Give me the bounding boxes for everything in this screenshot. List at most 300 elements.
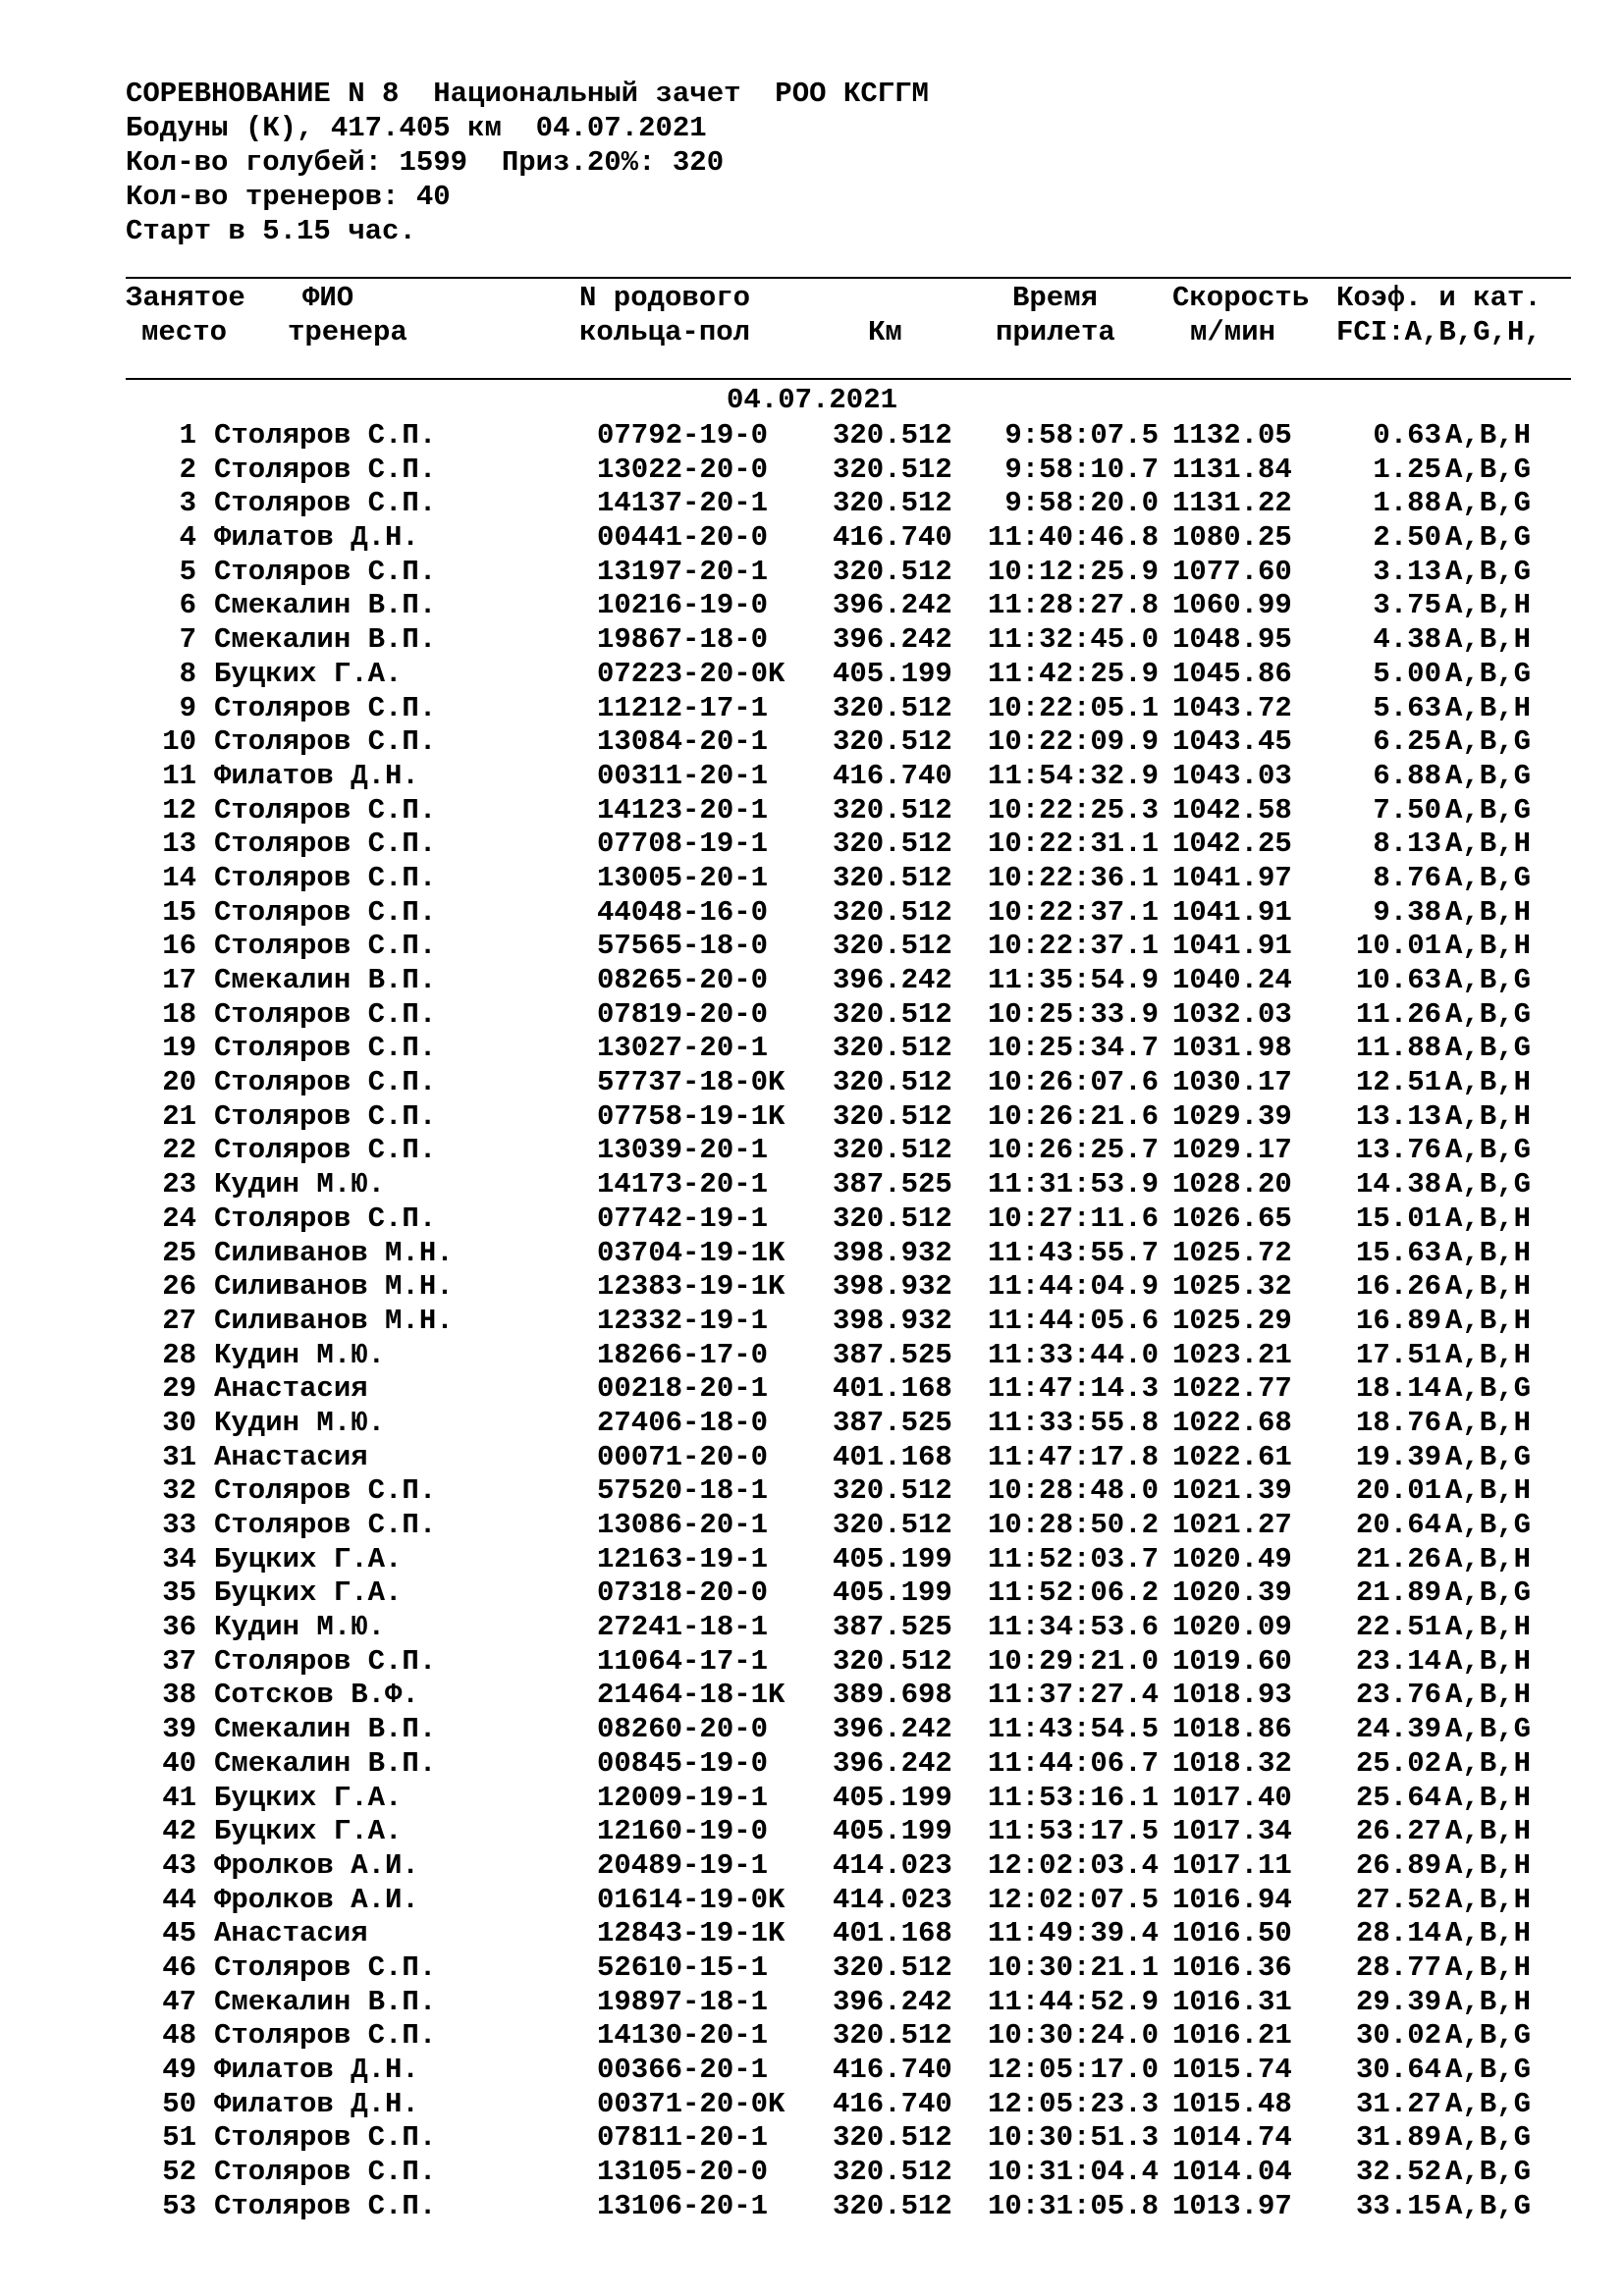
- header-top-rule: [126, 277, 1571, 279]
- ring-number-cell: 07742-19-1: [597, 1201, 769, 1235]
- header-bottom-rule: [126, 378, 1571, 380]
- coefficient-cell: 18.76: [1355, 1406, 1441, 1439]
- place-cell: 49: [162, 2054, 196, 2086]
- category-cell: A,B,G: [1445, 2087, 1532, 2120]
- distance-cell: 416.740: [833, 2054, 952, 2086]
- speed-cell: 1025.29: [1172, 1304, 1292, 1337]
- race-date: 04.07.2021: [726, 384, 898, 416]
- ring-number-cell: 27241-18-1: [597, 1611, 769, 1644]
- trainer-name-cell: Буцких Г.А.: [214, 657, 403, 690]
- col-name-header-1: ФИО: [302, 282, 354, 314]
- distance-cell: 416.740: [833, 2087, 952, 2120]
- category-cell: A,B,G: [1445, 2121, 1532, 2155]
- speed-cell: 1045.86: [1172, 657, 1292, 690]
- speed-cell: 1077.60: [1172, 555, 1292, 588]
- distance-cell: 320.512: [833, 419, 952, 452]
- speed-cell: 1020.39: [1172, 1576, 1292, 1610]
- table-row: [0, 1407, 1624, 1441]
- trainer-name-cell: Столяров С.П.: [214, 793, 437, 827]
- ring-number-cell: 11212-17-1: [597, 691, 769, 724]
- trainer-name-cell: Фролков А.И.: [214, 1883, 419, 1916]
- arrival-time-cell: 10:26:21.6: [987, 1099, 1159, 1133]
- place-cell: 9: [179, 691, 196, 724]
- coefficient-cell: 26.89: [1355, 1848, 1441, 1882]
- coefficient-cell: 9.38: [1373, 895, 1441, 929]
- ring-number-cell: 57520-18-1: [597, 1474, 769, 1508]
- place-cell: 35: [162, 1576, 196, 1610]
- speed-cell: 1041.91: [1172, 930, 1292, 963]
- col-km-header: Км: [868, 316, 902, 348]
- distance-cell: 398.932: [833, 1304, 952, 1337]
- coefficient-cell: 31.89: [1355, 2121, 1441, 2155]
- trainer-name-cell: Столяров С.П.: [214, 2189, 437, 2222]
- place-cell: 46: [162, 1950, 196, 1984]
- trainer-name-cell: Кудин М.Ю.: [214, 1611, 386, 1644]
- coefficient-cell: 19.39: [1355, 1440, 1441, 1473]
- category-cell: A,B,G: [1445, 1713, 1532, 1746]
- trainer-name-cell: Кудин М.Ю.: [214, 1338, 386, 1371]
- coefficient-cell: 23.14: [1355, 1644, 1441, 1678]
- table-row: [0, 862, 1624, 896]
- race-location-distance-date: Бодуны (К), 417.405 км 04.07.2021: [126, 112, 707, 144]
- trainer-name-cell: Столяров С.П.: [214, 1950, 437, 1984]
- coefficient-cell: 8.13: [1373, 828, 1441, 861]
- distance-cell: 405.199: [833, 1542, 952, 1575]
- ring-number-cell: 00371-20-0K: [597, 2087, 785, 2120]
- col-name-header-2: тренера: [288, 316, 407, 348]
- coefficient-cell: 14.38: [1355, 1168, 1441, 1201]
- table-row: [0, 1543, 1624, 1577]
- speed-cell: 1021.39: [1172, 1474, 1292, 1508]
- coefficient-cell: 15.63: [1355, 1236, 1441, 1269]
- table-row: [0, 1441, 1624, 1475]
- arrival-time-cell: 11:43:54.5: [987, 1713, 1159, 1746]
- pigeon-count: Кол-во голубей: 1599 Приз.20%: 320: [126, 146, 725, 179]
- distance-cell: 320.512: [833, 930, 952, 963]
- table-row: [0, 930, 1624, 964]
- ring-number-cell: 07758-19-1K: [597, 1099, 785, 1133]
- ring-number-cell: 13106-20-1: [597, 2189, 769, 2222]
- distance-cell: 320.512: [833, 1509, 952, 1541]
- table-row: [0, 1270, 1624, 1305]
- arrival-time-cell: 11:53:17.5: [987, 1815, 1159, 1848]
- arrival-time-cell: 10:26:25.7: [987, 1134, 1159, 1167]
- category-cell: A,B,H: [1445, 930, 1532, 963]
- trainer-name-cell: Столяров С.П.: [214, 828, 437, 861]
- arrival-time-cell: 12:02:03.4: [987, 1848, 1159, 1882]
- ring-number-cell: 00311-20-1: [597, 759, 769, 792]
- speed-cell: 1020.09: [1172, 1611, 1292, 1644]
- category-cell: A,B,H: [1445, 1781, 1532, 1814]
- speed-cell: 1132.05: [1172, 419, 1292, 452]
- coefficient-cell: 1.88: [1373, 487, 1441, 520]
- start-time: Старт в 5.15 час.: [126, 215, 416, 247]
- place-cell: 21: [162, 1099, 196, 1133]
- category-cell: A,B,H: [1445, 895, 1532, 929]
- distance-cell: 414.023: [833, 1883, 952, 1916]
- coefficient-cell: 8.76: [1373, 861, 1441, 894]
- arrival-time-cell: 11:35:54.9: [987, 964, 1159, 996]
- speed-cell: 1041.91: [1172, 895, 1292, 929]
- coefficient-cell: 26.27: [1355, 1815, 1441, 1848]
- arrival-time-cell: 10:22:36.1: [987, 861, 1159, 894]
- place-cell: 47: [162, 1985, 196, 2018]
- category-cell: A,B,H: [1445, 1883, 1532, 1916]
- col-ring-header-2: кольца-пол: [579, 316, 751, 348]
- speed-cell: 1016.36: [1172, 1950, 1292, 1984]
- speed-cell: 1022.77: [1172, 1372, 1292, 1406]
- category-cell: A,B,G: [1445, 861, 1532, 894]
- ring-number-cell: 14123-20-1: [597, 793, 769, 827]
- trainer-name-cell: Смекалин В.П.: [214, 1713, 437, 1746]
- category-cell: A,B,H: [1445, 1611, 1532, 1644]
- ring-number-cell: 08260-20-0: [597, 1713, 769, 1746]
- speed-cell: 1131.22: [1172, 487, 1292, 520]
- arrival-time-cell: 10:22:25.3: [987, 793, 1159, 827]
- category-cell: A,B,H: [1445, 1201, 1532, 1235]
- category-cell: A,B,G: [1445, 2019, 1532, 2053]
- distance-cell: 320.512: [833, 453, 952, 486]
- distance-cell: 320.512: [833, 895, 952, 929]
- trainer-name-cell: Столяров С.П.: [214, 2019, 437, 2053]
- coefficient-cell: 30.02: [1355, 2019, 1441, 2053]
- trainer-name-cell: Силиванов М.Н.: [214, 1304, 454, 1337]
- place-cell: 36: [162, 1611, 196, 1644]
- distance-cell: 320.512: [833, 997, 952, 1031]
- coefficient-cell: 1.25: [1373, 453, 1441, 486]
- arrival-time-cell: 10:22:09.9: [987, 725, 1159, 759]
- table-row: [0, 1884, 1624, 1918]
- speed-cell: 1022.68: [1172, 1406, 1292, 1439]
- coefficient-cell: 20.01: [1355, 1474, 1441, 1508]
- coefficient-cell: 28.77: [1355, 1950, 1441, 1984]
- table-row: [0, 828, 1624, 862]
- coefficient-cell: 10.01: [1355, 930, 1441, 963]
- speed-cell: 1013.97: [1172, 2189, 1292, 2222]
- ring-number-cell: 13197-20-1: [597, 555, 769, 588]
- category-cell: A,B,H: [1445, 1917, 1532, 1950]
- category-cell: A,B,G: [1445, 555, 1532, 588]
- table-row: [0, 692, 1624, 726]
- arrival-time-cell: 10:28:48.0: [987, 1474, 1159, 1508]
- trainer-name-cell: Кудин М.Ю.: [214, 1168, 386, 1201]
- category-cell: A,B,H: [1445, 1542, 1532, 1575]
- speed-cell: 1019.60: [1172, 1644, 1292, 1678]
- category-cell: A,B,H: [1445, 1406, 1532, 1439]
- arrival-time-cell: 11:33:55.8: [987, 1406, 1159, 1439]
- distance-cell: 405.199: [833, 1781, 952, 1814]
- category-cell: A,B,H: [1445, 1099, 1532, 1133]
- col-speed-header-2: м/мин: [1190, 316, 1276, 348]
- distance-cell: 387.525: [833, 1168, 952, 1201]
- ring-number-cell: 00845-19-0: [597, 1746, 769, 1780]
- arrival-time-cell: 11:52:03.7: [987, 1542, 1159, 1575]
- ring-number-cell: 07708-19-1: [597, 828, 769, 861]
- trainer-count: Кол-во тренеров: 40: [126, 181, 451, 213]
- distance-cell: 401.168: [833, 1440, 952, 1473]
- coefficient-cell: 5.00: [1373, 657, 1441, 690]
- table-row: [0, 1066, 1624, 1100]
- table-row: [0, 419, 1624, 454]
- coefficient-cell: 24.39: [1355, 1713, 1441, 1746]
- place-cell: 13: [162, 828, 196, 861]
- table-row: [0, 998, 1624, 1033]
- trainer-name-cell: Силиванов М.Н.: [214, 1236, 454, 1269]
- coefficient-cell: 23.76: [1355, 1679, 1441, 1712]
- speed-cell: 1015.74: [1172, 2054, 1292, 2086]
- competition-title: СОРЕВНОВАНИЕ N 8 Национальный зачет РОО КСГГМ: [126, 78, 929, 110]
- table-row: [0, 1917, 1624, 1951]
- ring-number-cell: 00071-20-0: [597, 1440, 769, 1473]
- distance-cell: 401.168: [833, 1917, 952, 1950]
- table-row: [0, 1986, 1624, 2020]
- table-row: [0, 623, 1624, 658]
- trainer-name-cell: Столяров С.П.: [214, 930, 437, 963]
- place-cell: 4: [179, 521, 196, 555]
- arrival-time-cell: 10:25:33.9: [987, 997, 1159, 1031]
- category-cell: A,B,H: [1445, 623, 1532, 657]
- category-cell: A,B,G: [1445, 759, 1532, 792]
- speed-cell: 1016.31: [1172, 1985, 1292, 2018]
- trainer-name-cell: Столяров С.П.: [214, 453, 437, 486]
- table-row: [0, 725, 1624, 760]
- category-cell: A,B,G: [1445, 657, 1532, 690]
- arrival-time-cell: 11:53:16.1: [987, 1781, 1159, 1814]
- distance-cell: 396.242: [833, 964, 952, 996]
- col-coef-header-2: FCI:A,B,G,H,: [1336, 316, 1542, 348]
- trainer-name-cell: Филатов Д.Н.: [214, 2054, 419, 2086]
- place-cell: 38: [162, 1679, 196, 1712]
- table-row: [0, 1134, 1624, 1168]
- arrival-time-cell: 10:25:34.7: [987, 1032, 1159, 1065]
- speed-cell: 1018.32: [1172, 1746, 1292, 1780]
- place-cell: 17: [162, 964, 196, 996]
- competition-header: [126, 77, 929, 248]
- place-cell: 19: [162, 1032, 196, 1065]
- ring-number-cell: 13084-20-1: [597, 725, 769, 759]
- arrival-time-cell: 10:27:11.6: [987, 1201, 1159, 1235]
- arrival-time-cell: 10:22:37.1: [987, 895, 1159, 929]
- distance-cell: 320.512: [833, 1474, 952, 1508]
- trainer-name-cell: Столяров С.П.: [214, 1644, 437, 1678]
- ring-number-cell: 12009-19-1: [597, 1781, 769, 1814]
- arrival-time-cell: 11:44:52.9: [987, 1985, 1159, 2018]
- category-cell: A,B,H: [1445, 828, 1532, 861]
- distance-cell: 320.512: [833, 2019, 952, 2053]
- arrival-time-cell: 10:22:37.1: [987, 930, 1159, 963]
- table-column-headers: [126, 281, 1571, 351]
- ring-number-cell: 18266-17-0: [597, 1338, 769, 1371]
- table-row: [0, 1611, 1624, 1645]
- speed-cell: 1017.34: [1172, 1815, 1292, 1848]
- ring-number-cell: 07223-20-0K: [597, 657, 785, 690]
- table-row: [0, 1202, 1624, 1237]
- arrival-time-cell: 12:02:07.5: [987, 1883, 1159, 1916]
- arrival-time-cell: 11:49:39.4: [987, 1917, 1159, 1950]
- table-row: [0, 487, 1624, 521]
- distance-cell: 320.512: [833, 1201, 952, 1235]
- ring-number-cell: 07318-20-0: [597, 1576, 769, 1610]
- trainer-name-cell: Столяров С.П.: [214, 2156, 437, 2189]
- place-cell: 51: [162, 2121, 196, 2155]
- distance-cell: 320.512: [833, 487, 952, 520]
- ring-number-cell: 07811-20-1: [597, 2121, 769, 2155]
- arrival-time-cell: 11:54:32.9: [987, 759, 1159, 792]
- place-cell: 26: [162, 1270, 196, 1304]
- ring-number-cell: 57737-18-0K: [597, 1066, 785, 1099]
- ring-number-cell: 00441-20-0: [597, 521, 769, 555]
- trainer-name-cell: Столяров С.П.: [214, 1032, 437, 1065]
- arrival-time-cell: 10:26:07.6: [987, 1066, 1159, 1099]
- ring-number-cell: 00366-20-1: [597, 2054, 769, 2086]
- coefficient-cell: 13.13: [1355, 1099, 1441, 1133]
- trainer-name-cell: Столяров С.П.: [214, 1474, 437, 1508]
- place-cell: 24: [162, 1201, 196, 1235]
- distance-cell: 320.512: [833, 1134, 952, 1167]
- speed-cell: 1032.03: [1172, 997, 1292, 1031]
- trainer-name-cell: Столяров С.П.: [214, 1066, 437, 1099]
- table-row: [0, 2088, 1624, 2122]
- table-row: [0, 1849, 1624, 1884]
- category-cell: A,B,H: [1445, 1270, 1532, 1304]
- trainer-name-cell: Буцких Г.А.: [214, 1815, 403, 1848]
- trainer-name-cell: Сотсков В.Ф.: [214, 1679, 419, 1712]
- arrival-time-cell: 11:33:44.0: [987, 1338, 1159, 1371]
- coefficient-cell: 16.26: [1355, 1270, 1441, 1304]
- ring-number-cell: 52610-15-1: [597, 1950, 769, 1984]
- table-row: [0, 1815, 1624, 1849]
- distance-cell: 387.525: [833, 1611, 952, 1644]
- speed-cell: 1043.72: [1172, 691, 1292, 724]
- arrival-time-cell: 11:44:05.6: [987, 1304, 1159, 1337]
- table-row: [0, 1168, 1624, 1202]
- category-cell: A,B,H: [1445, 1950, 1532, 1984]
- place-cell: 42: [162, 1815, 196, 1848]
- speed-cell: 1021.27: [1172, 1509, 1292, 1541]
- distance-cell: 320.512: [833, 2189, 952, 2222]
- trainer-name-cell: Смекалин В.П.: [214, 589, 437, 622]
- category-cell: A,B,G: [1445, 1134, 1532, 1167]
- place-cell: 18: [162, 997, 196, 1031]
- category-cell: A,B,H: [1445, 1679, 1532, 1712]
- arrival-time-cell: 10:22:31.1: [987, 828, 1159, 861]
- arrival-time-cell: 10:22:05.1: [987, 691, 1159, 724]
- category-cell: A,B,G: [1445, 793, 1532, 827]
- distance-cell: 320.512: [833, 793, 952, 827]
- trainer-name-cell: Столяров С.П.: [214, 419, 437, 452]
- distance-cell: 396.242: [833, 1746, 952, 1780]
- distance-cell: 387.525: [833, 1338, 952, 1371]
- arrival-time-cell: 10:30:21.1: [987, 1950, 1159, 1984]
- category-cell: A,B,G: [1445, 2156, 1532, 2189]
- trainer-name-cell: Смекалин В.П.: [214, 964, 437, 996]
- ring-number-cell: 12383-19-1K: [597, 1270, 785, 1304]
- coefficient-cell: 17.51: [1355, 1338, 1441, 1371]
- place-cell: 10: [162, 725, 196, 759]
- coefficient-cell: 6.88: [1373, 759, 1441, 792]
- distance-cell: 320.512: [833, 1644, 952, 1678]
- distance-cell: 320.512: [833, 1066, 952, 1099]
- place-cell: 41: [162, 1781, 196, 1814]
- place-cell: 45: [162, 1917, 196, 1950]
- table-row: [0, 1372, 1624, 1407]
- trainer-name-cell: Столяров С.П.: [214, 725, 437, 759]
- coefficient-cell: 29.39: [1355, 1985, 1441, 2018]
- ring-number-cell: 14137-20-1: [597, 487, 769, 520]
- table-row: [0, 454, 1624, 488]
- table-row: [0, 1100, 1624, 1135]
- speed-cell: 1042.58: [1172, 793, 1292, 827]
- coefficient-cell: 4.38: [1373, 623, 1441, 657]
- col-coef-header-1: Коэф. и кат.: [1336, 282, 1542, 314]
- place-cell: 25: [162, 1236, 196, 1269]
- trainer-name-cell: Силиванов М.Н.: [214, 1270, 454, 1304]
- place-cell: 6: [179, 589, 196, 622]
- trainer-name-cell: Буцких Г.А.: [214, 1542, 403, 1575]
- coefficient-cell: 27.52: [1355, 1883, 1441, 1916]
- speed-cell: 1030.17: [1172, 1066, 1292, 1099]
- arrival-time-cell: 12:05:23.3: [987, 2087, 1159, 2120]
- table-row: [0, 1782, 1624, 1816]
- place-cell: 50: [162, 2087, 196, 2120]
- place-cell: 11: [162, 759, 196, 792]
- table-row: [0, 896, 1624, 931]
- coefficient-cell: 28.14: [1355, 1917, 1441, 1950]
- ring-number-cell: 12160-19-0: [597, 1815, 769, 1848]
- ring-number-cell: 01614-19-0K: [597, 1883, 785, 1916]
- speed-cell: 1016.21: [1172, 2019, 1292, 2053]
- coefficient-cell: 3.13: [1373, 555, 1441, 588]
- ring-number-cell: 12332-19-1: [597, 1304, 769, 1337]
- place-cell: 33: [162, 1509, 196, 1541]
- arrival-time-cell: 10:12:25.9: [987, 555, 1159, 588]
- ring-number-cell: 44048-16-0: [597, 895, 769, 929]
- place-cell: 39: [162, 1713, 196, 1746]
- distance-cell: 401.168: [833, 1372, 952, 1406]
- ring-number-cell: 12843-19-1K: [597, 1917, 785, 1950]
- trainer-name-cell: Столяров С.П.: [214, 1201, 437, 1235]
- speed-cell: 1025.72: [1172, 1236, 1292, 1269]
- table-row: [0, 2156, 1624, 2190]
- coefficient-cell: 2.50: [1373, 521, 1441, 555]
- distance-cell: 387.525: [833, 1406, 952, 1439]
- coefficient-cell: 0.63: [1373, 419, 1441, 452]
- ring-number-cell: 13105-20-0: [597, 2156, 769, 2189]
- speed-cell: 1040.24: [1172, 964, 1292, 996]
- coefficient-cell: 22.51: [1355, 1611, 1441, 1644]
- speed-cell: 1060.99: [1172, 589, 1292, 622]
- arrival-time-cell: 11:40:46.8: [987, 521, 1159, 555]
- category-cell: A,B,H: [1445, 1304, 1532, 1337]
- coefficient-cell: 16.89: [1355, 1304, 1441, 1337]
- ring-number-cell: 19897-18-1: [597, 1985, 769, 2018]
- trainer-name-cell: Кудин М.Ю.: [214, 1406, 386, 1439]
- ring-number-cell: 21464-18-1K: [597, 1679, 785, 1712]
- arrival-time-cell: 10:30:24.0: [987, 2019, 1159, 2053]
- arrival-time-cell: 10:28:50.2: [987, 1509, 1159, 1541]
- distance-cell: 320.512: [833, 691, 952, 724]
- category-cell: A,B,G: [1445, 1372, 1532, 1406]
- category-cell: A,B,H: [1445, 1815, 1532, 1848]
- speed-cell: 1041.97: [1172, 861, 1292, 894]
- place-cell: 16: [162, 930, 196, 963]
- speed-cell: 1043.03: [1172, 759, 1292, 792]
- place-cell: 22: [162, 1134, 196, 1167]
- arrival-time-cell: 11:31:53.9: [987, 1168, 1159, 1201]
- distance-cell: 396.242: [833, 623, 952, 657]
- table-row: [0, 589, 1624, 623]
- table-row: [0, 794, 1624, 828]
